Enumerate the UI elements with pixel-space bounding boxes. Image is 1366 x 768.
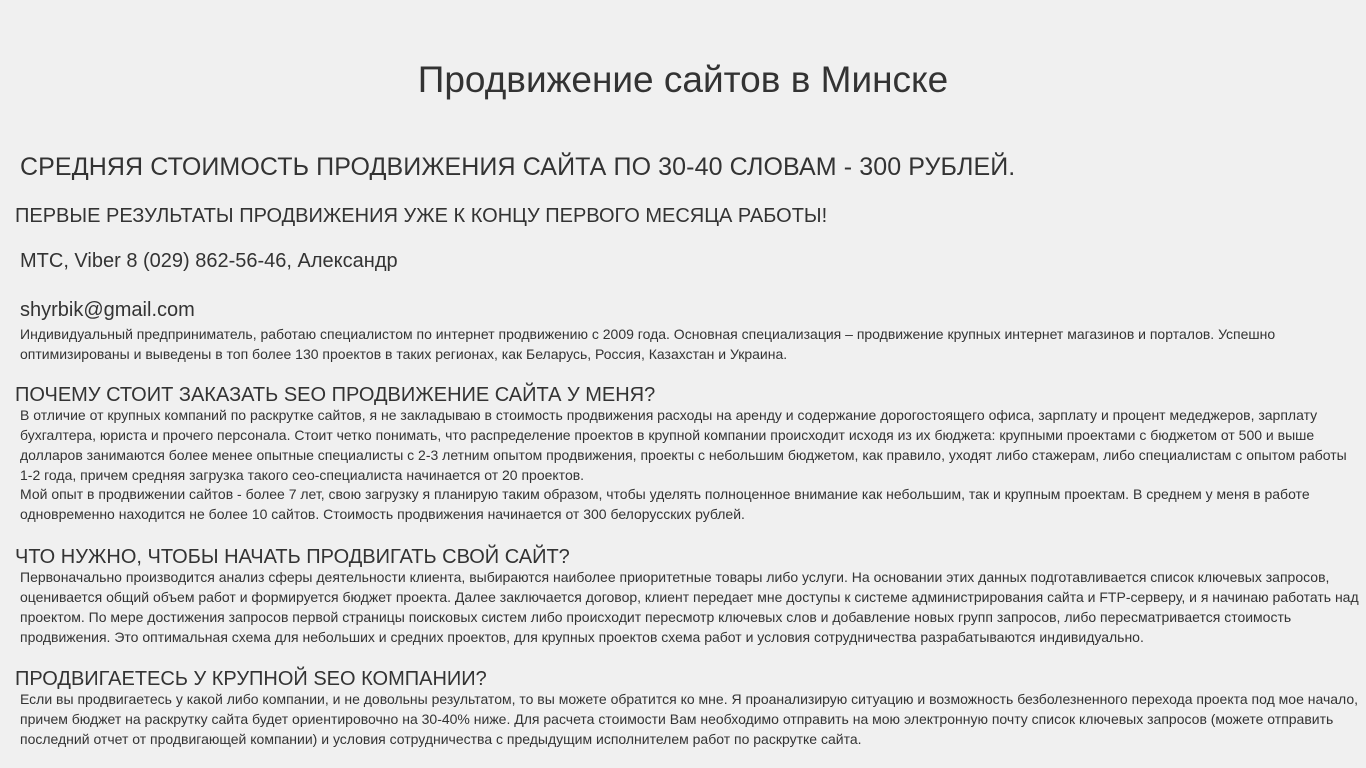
section-heading: ПОЧЕМУ СТОИТ ЗАКАЗАТЬ SEO ПРОДВИЖЕНИЕ САЙТА У МЕНЯ? <box>15 384 656 406</box>
price-heading: СРЕДНЯЯ СТОИМОСТЬ ПРОДВИЖЕНИЯ САЙТА ПО 30-40 СЛОВАМ - 300 РУБЛЕЙ. <box>20 153 1016 181</box>
section-heading: ЧТО НУЖНО, ЧТОБЫ НАЧАТЬ ПРОДВИГАТЬ СВОЙ САЙТ? <box>15 546 570 568</box>
intro-paragraph: Индивидуальный предприниматель, работаю специалистом по интернет продвижению с 2009 года. Основная специализация – продвижение крупных интернет магазинов и порталов. Успешно оптимизированы и выведены в топ более 130 проектов в таких регионах, как Беларусь, Россия, Казахстан и Украина. <box>20 326 1276 362</box>
section-paragraph: Первоначально производится анализ сферы деятельности клиента, выбираются наиболее приоритетные товары либо услуги. На основании этих данных подготавливается список ключевых запросов, оценивается общий объем работ и формируется бюджет проекта. Далее заключается договор, клиент передает мне доступы к системе администрирования сайта и FTP-серверу, и я начинаю работать над проектом. По мере достижения запросов первой страницы поисковых систем либо происходит пересмотр ключевых слов и добавление новых групп запросов, либо пересматривается стоимость продвижения. Это оптимальная схема для небольших и средних проектов, для крупных проектов схема работ и условия сотрудничества разрабатываются индивидуально. <box>20 569 1359 645</box>
section-why-me <box>15 384 1363 524</box>
section-paragraph: В отличие от крупных компаний по раскрутке сайтов, я не закладываю в стоимость продвижения расходы на аренду и содержание дорогостоящего офиса, зарплату и процент медеджеров, зарплату бухгалтера, юриста и прочего персонала. Стоит четко понимать, что распределение проектов в крупной компании происходит исходя из их бюджета: крупными проектами с бюджетом от 500 и выше долларов занимаются более менее опытные специалисты с 2-3 летним опытом продвижения, проекты с небольшим бюджетом, как правило, уходят либо стажерам, либо специалистам с опытом работы 1-2 года, причем средняя загрузка такого сео-специалиста начинается от 20 проектов. <box>20 407 1347 483</box>
page-title: Продвижение сайтов в Минске <box>417 59 949 100</box>
contact-email-link[interactable]: shyrbik@gmail.com <box>20 299 195 321</box>
section-paragraph: Если вы продвигаетесь у какой либо компании, и не довольны результатом, то вы можете обратится ко мне. Я проанализирую ситуацию и возможность безболезненного перехода проекта под мое начало, причем бюджет на раскрутку сайта будет ориентировочно на 30-40% ниже. Для расчета стоимости Вам необходимо отправить на мою электронную почту список ключевых запросов (можете отправить последний отчет от продвигающей компании) и условия сотрудничества с предыдущим исполнителем работ по раскрутке сайта. <box>20 691 1359 747</box>
section-how-to-start <box>15 546 1363 647</box>
contact-phone: МТС, Viber 8 (029) 862-56-46, Александр <box>20 250 398 272</box>
results-heading: ПЕРВЫЕ РЕЗУЛЬТАТЫ ПРОДВИЖЕНИЯ УЖЕ К КОНЦУ ПЕРВОГО МЕСЯЦА РАБОТЫ! <box>15 205 828 227</box>
section-big-company <box>15 668 1363 749</box>
section-paragraph: Мой опыт в продвижении сайтов - более 7 лет, свою загрузку я планирую таким образом, чтобы уделять полноценное внимание как небольшим, так и крупным проектам. В среднем у меня в работе одновременно находится не более 10 сайтов. Стоимость продвижения начинается от 300 белорусских рублей. <box>20 486 1310 522</box>
section-heading: ПРОДВИГАЕТЕСЬ У КРУПНОЙ SEO КОМПАНИИ? <box>15 668 487 690</box>
